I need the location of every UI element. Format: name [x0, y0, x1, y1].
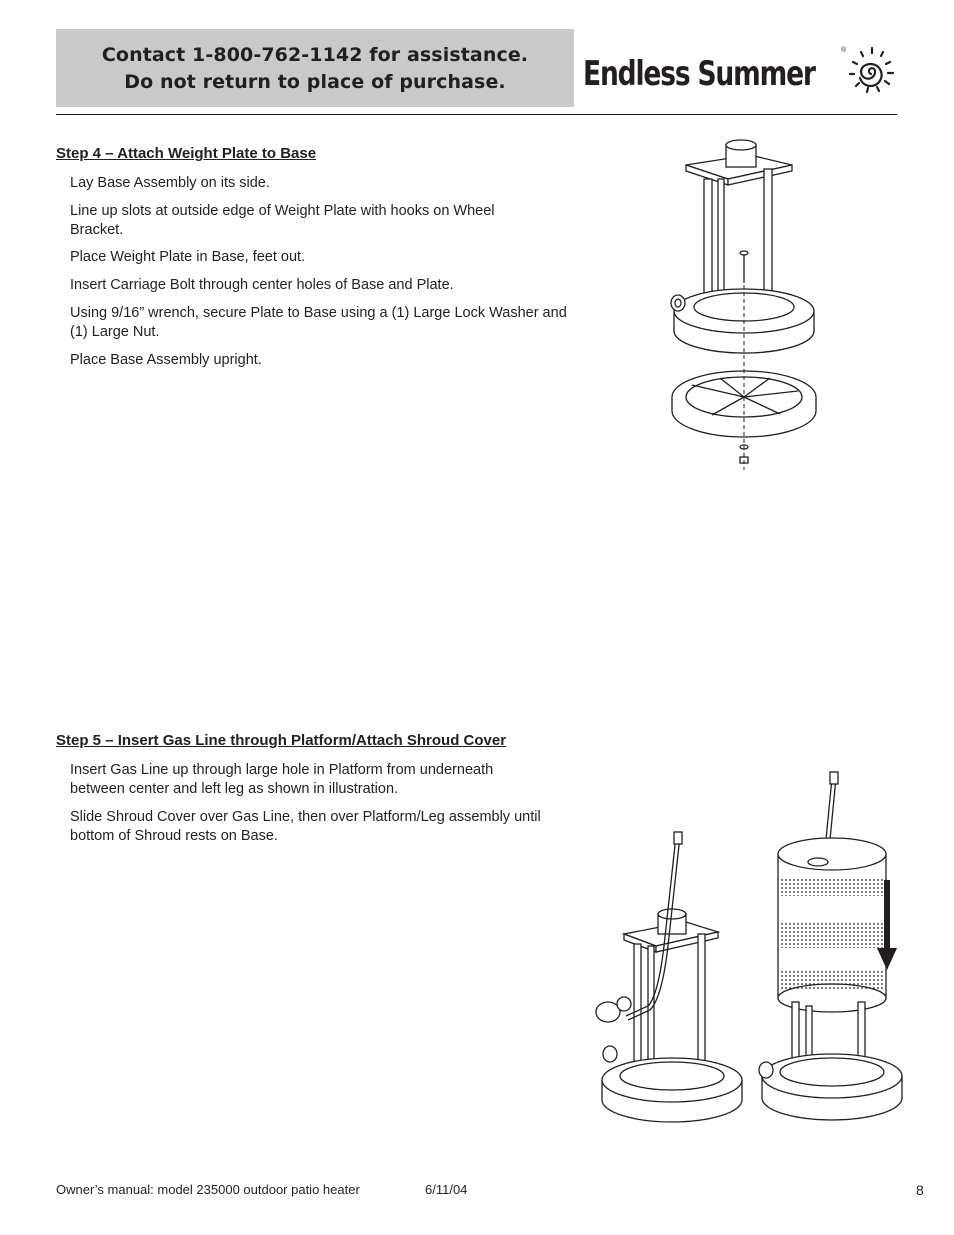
page-number: 8 — [916, 1182, 924, 1198]
header-divider — [56, 114, 897, 115]
endless-summer-logo — [583, 40, 901, 100]
step5-instruction-1: Insert Gas Line up through large hole in Platform from underneath between center and left leg as shown in illustration. — [70, 762, 494, 797]
step4-heading: Step 4 – Attach Weight Plate to Base — [56, 145, 317, 162]
contact-phone-line: Contact 1-800-762-1142 for assistance. — [101, 44, 529, 66]
brand-name: Endless Summer — [583, 54, 815, 94]
contact-banner — [56, 29, 574, 107]
footer-date: 6/11/04 — [425, 1182, 468, 1197]
weight-plate-assembly-illustration — [660, 135, 820, 475]
step4-instruction-6: Place Base Assembly upright. — [70, 352, 262, 368]
gas-line-platform-illustration — [586, 826, 748, 1126]
step5-heading: Step 5 – Insert Gas Line through Platform/Attach Shroud Cover — [56, 732, 507, 749]
step4-instruction-3: Place Weight Plate in Base, feet out. — [70, 249, 306, 265]
step4-instruction-1: Lay Base Assembly on its side. — [70, 175, 270, 191]
step4-instruction-2: Line up slots at outside edge of Weight Plate with hooks on Wheel Bracket. — [70, 203, 495, 238]
step5-instruction-2: Slide Shroud Cover over Gas Line, then over Platform/Leg assembly until bottom of Shroud rests on Base. — [70, 809, 541, 844]
svg-text:®: ® — [841, 47, 847, 54]
step4-instruction-5: Using 9/16” wrench, secure Plate to Base using a (1) Large Lock Washer and (1) Large Nut. — [70, 305, 567, 340]
sun-swirl-icon — [841, 40, 901, 100]
slide-down-arrow-icon — [874, 880, 900, 972]
step4-instruction-4: Insert Carriage Bolt through center holes of Base and Plate. — [70, 277, 454, 293]
footer-manual-title: Owner’s manual: model 235000 outdoor patio heater — [56, 1182, 360, 1197]
contact-return-line: Do not return to place of purchase. — [124, 71, 506, 93]
